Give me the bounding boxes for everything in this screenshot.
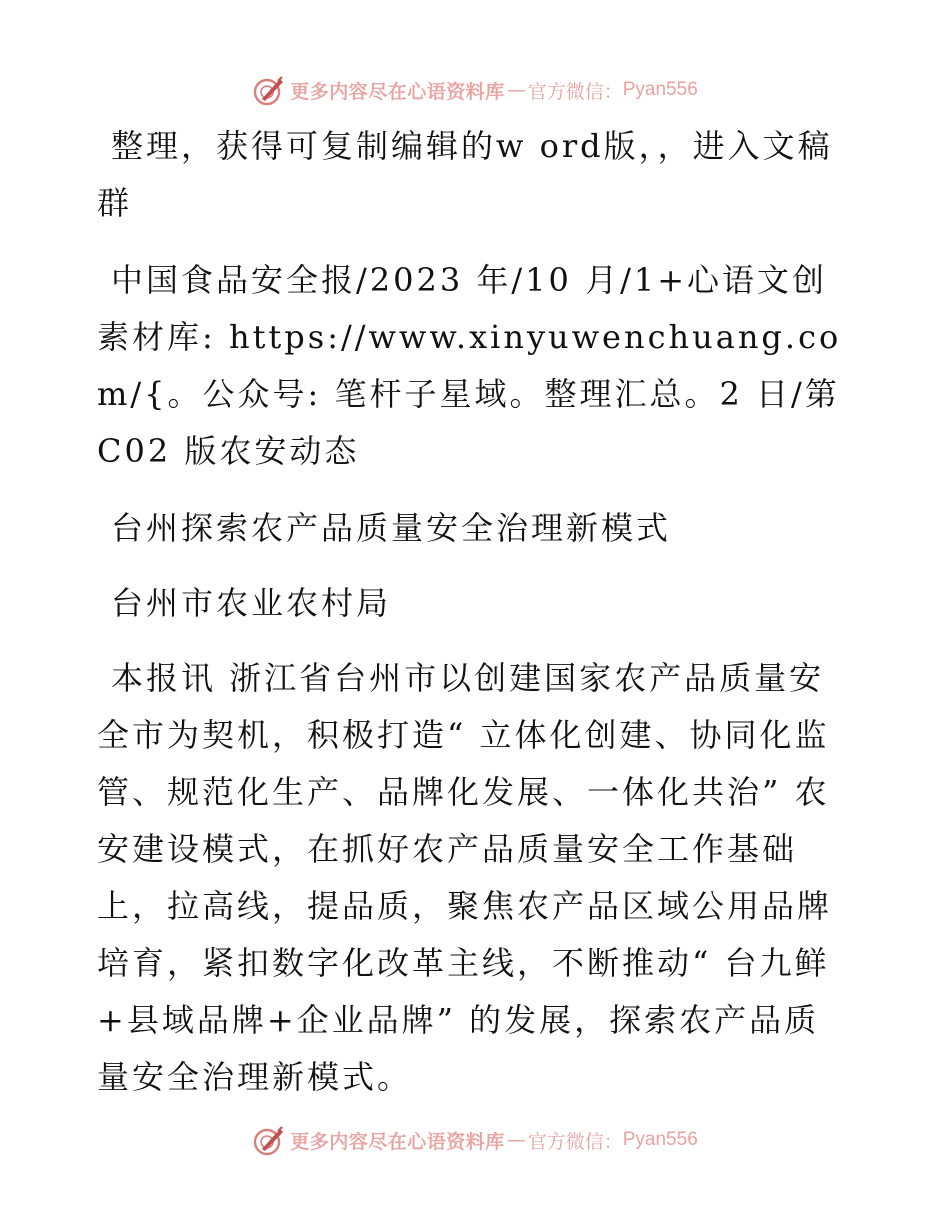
watermark-separator: — <box>506 79 526 101</box>
watermark-wechat-label: 官方微信： <box>527 80 623 103</box>
watermark-banner-top <box>0 70 950 110</box>
watermark-wechat-id: Pyan556 <box>622 79 698 100</box>
article-title: 台州探索农产品质量安全治理新模式 <box>111 509 672 547</box>
quill-logo-icon <box>252 73 286 107</box>
watermark-brand-text: 更多内容尽在心语资料库 <box>290 80 505 103</box>
watermark-wechat-label: 官方微信： <box>527 1130 623 1153</box>
watermark-separator: — <box>506 1129 526 1151</box>
source-paragraph: 中国食品安全报/2023 年/10 月/1+心语文创素材库: https://www.xinyuwenchuang.com/{。公众号: 笔杆子星域。整理汇总。2 日/第 C02 版农安动态 <box>97 261 842 470</box>
article-author: 台州市农业农村局 <box>111 584 392 622</box>
article-body-paragraph: 本报讯 浙江省台州市以创建国家农产品质量安全市为契机，积极打造“ 立体化创建、协同化监管、规范化生产、品牌化发展、一体化共治” 农安建设模式，在抓好农产品质量安全工作基础上，拉高线，提品质，聚焦农产品区域公用品牌培育，紧扣数字化改革主线，不断推动“ 台九鲜+县域品牌+企业品牌” 的发展，探索农产品质量安全治理新模式。 <box>97 659 833 1096</box>
quill-logo-icon <box>252 1123 286 1157</box>
watermark-wechat-id: Pyan556 <box>622 1129 698 1150</box>
intro-paragraph: 整理，获得可复制编辑的w ord版，，进入文稿群 <box>97 127 833 222</box>
watermark-brand-text: 更多内容尽在心语资料库 <box>290 1130 505 1153</box>
document-body <box>97 118 852 1126</box>
watermark-banner-bottom <box>0 1120 950 1160</box>
